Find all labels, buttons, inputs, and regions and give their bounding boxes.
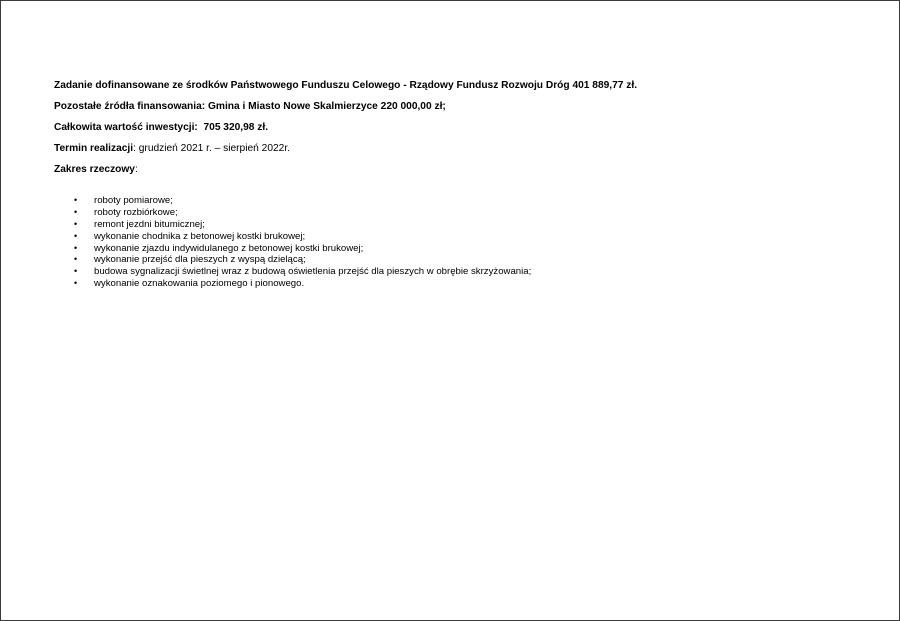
term-value: : grudzień 2021 r. – sierpień 2022r. xyxy=(133,143,290,154)
list-item-text: roboty rozbiórkowe; xyxy=(94,206,178,218)
total-value: 705 320,98 zł. xyxy=(203,122,269,133)
bullet-icon: • xyxy=(74,254,78,265)
scope-list xyxy=(54,195,874,290)
bullet-icon: • xyxy=(74,206,78,217)
bullet-icon: • xyxy=(74,242,78,253)
term-label: Termin realizacji xyxy=(54,143,134,154)
list-item xyxy=(54,231,874,243)
list-item-text: remont jezdni bitumicznej; xyxy=(94,218,205,230)
bullet-icon: • xyxy=(74,278,78,289)
list-item xyxy=(54,195,874,207)
list-item xyxy=(54,219,874,231)
list-item xyxy=(54,278,874,290)
list-item-text: roboty pomiarowe; xyxy=(94,195,173,206)
bullet-icon: • xyxy=(74,195,78,205)
list-item-text: wykonanie oznakowania poziomego i pionowego. xyxy=(94,278,305,290)
total-investment-line xyxy=(54,121,874,134)
list-item xyxy=(54,254,874,266)
list-item-text: budowa sygnalizacji świetlnej wraz z budową oświetlenia przejść dla pieszych w obrębie skrzyżowania; xyxy=(94,266,532,278)
list-item-text: wykonanie zjazdu indywidulanego z betonowej kostki brukowej; xyxy=(94,242,364,254)
funding-line: Zadanie dofinansowane ze środków Państwowego Funduszu Celowego - Rządowy Fundusz Rozwoju Dróg 401 889,77 zł. xyxy=(54,80,638,91)
scope-heading xyxy=(54,163,874,176)
bullet-icon: • xyxy=(74,218,78,229)
term-line xyxy=(54,142,874,155)
total-label: Całkowita wartość inwestycji: xyxy=(54,122,198,133)
scope-suffix: : xyxy=(134,164,138,175)
bullet-icon: • xyxy=(74,230,78,241)
other-sources-line: Pozostałe źródła finansowania: Gmina i Miasto Nowe Skalmierzyce 220 000,00 zł; xyxy=(54,101,446,112)
list-item xyxy=(54,266,874,278)
list-item xyxy=(54,243,874,255)
scope-label: Zakres rzeczowy xyxy=(54,164,135,175)
bullet-icon: • xyxy=(74,266,78,277)
list-item-text: wykonanie przejść dla pieszych z wyspą dzielącą; xyxy=(94,254,306,266)
list-item-text: wykonanie chodnika z betonowej kostki brukowej; xyxy=(94,230,306,242)
document-content xyxy=(54,79,874,290)
list-item xyxy=(54,207,874,219)
